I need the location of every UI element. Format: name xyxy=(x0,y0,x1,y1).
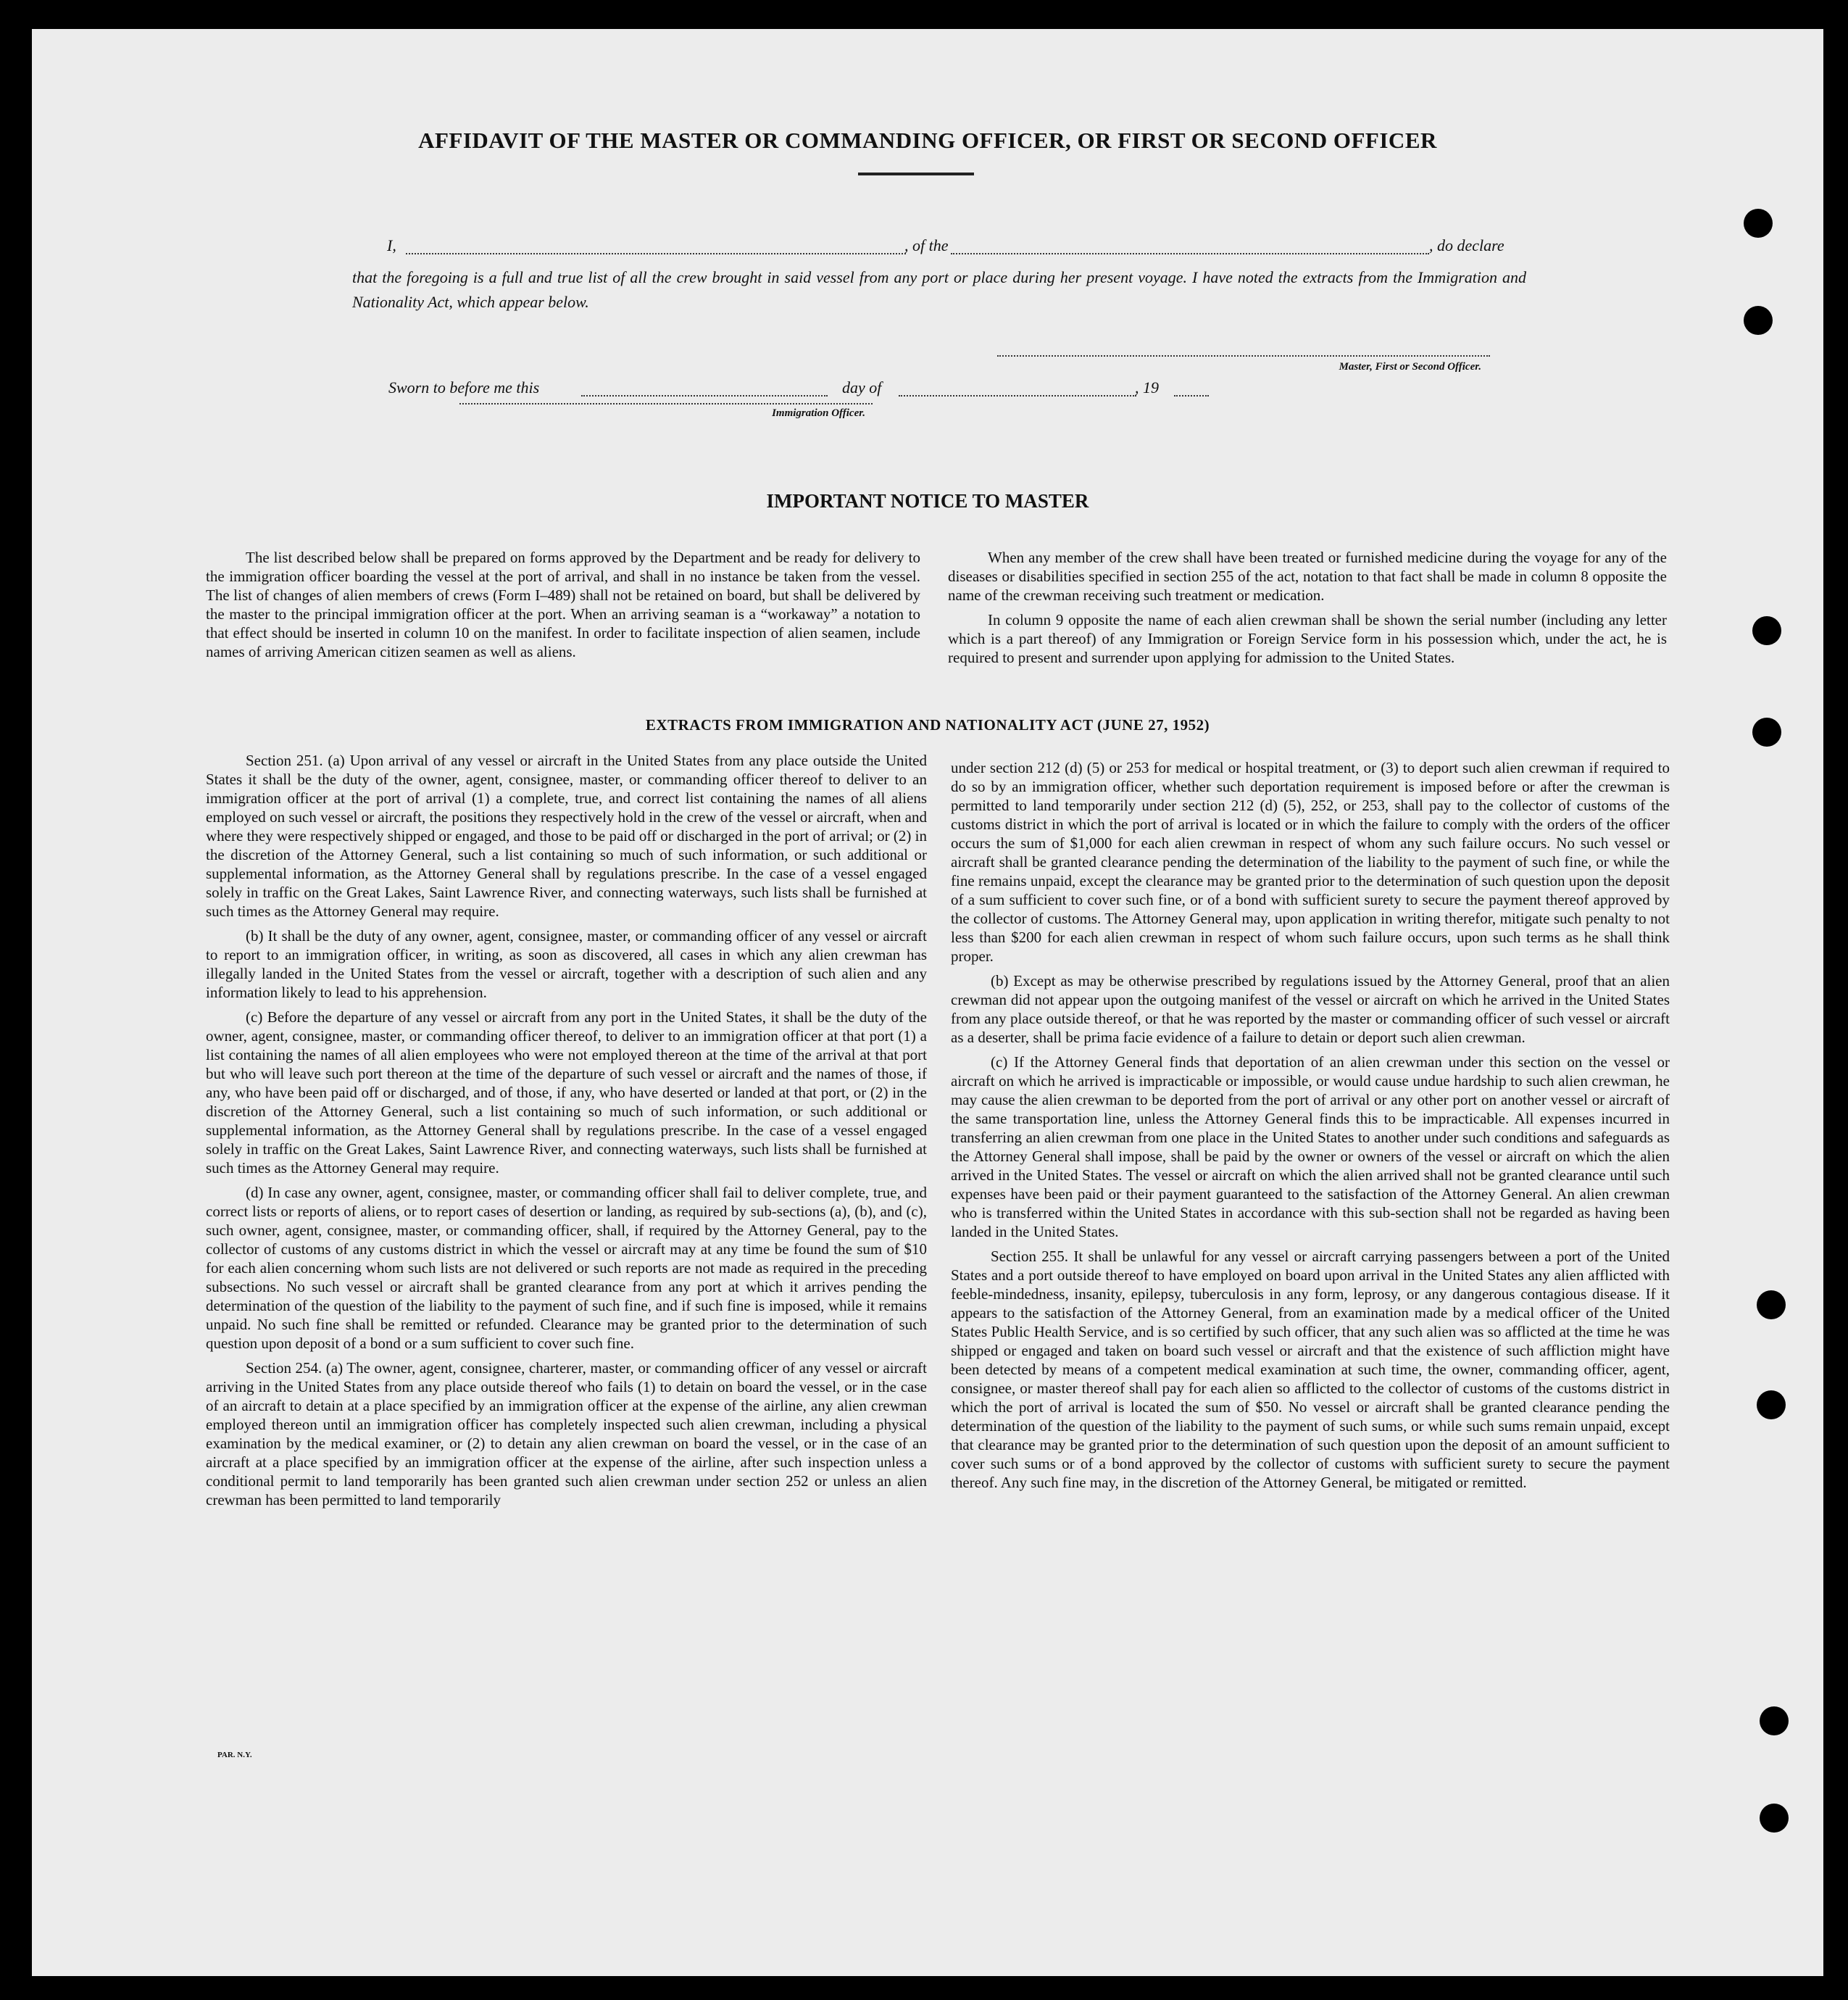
notice-left-paragraph: The list described below shall be prepared on forms approved by the Department and be ready for delivery to the immigration officer boarding the vessel at the port of arrival, and shall in no instance be taken from the vessel. The list of changes of alien members of crews (Form I–489) shall not be retained on board, but shall be delivered by the master to the principal immigration officer at the port. When an arriving seaman is a “workaway” a notation to that effect should be inserted in column 10 on the manifest. In order to facilitate inspection of alien seamen, include names of arriving American citizen seamen as well as aliens. xyxy=(206,549,920,660)
notice-right-paragraph-1: When any member of the crew shall have been treated or furnished medicine during the voyage for any of the diseases or disabilities specified in section 255 of the act, notation to that fact shall be made in column 8 opposite the name of the crewman receiving such treatment or medication. xyxy=(948,549,1667,604)
master-signature-label: Master, First or Second Officer. xyxy=(1339,361,1481,373)
binder-hole xyxy=(1752,718,1781,747)
sworn-year-blank xyxy=(1174,395,1209,397)
binder-hole xyxy=(1744,209,1773,238)
sworn-date-blank xyxy=(581,395,828,397)
section-251-d: (d) In case any owner, agent, consignee, master, or commanding officer shall fail to deliver complete, true, and correct lists or reports of aliens, or to report cases of desertion or landing, as required by sub-sections (a), (b), and (c), such owner, agent, consignee, master, or commanding officer, shall, if required by the Attorney General, pay to the collector of customs of any customs district in which the vessel or aircraft may at any time be found the sum of $10 for each alien concerning whom such lists are not delivered or such reports are not made as required in the preceding subsections. No such vessel or aircraft shall be granted clearance from any port at which it arrives pending the determination of the question of the liability to the payment of such fine, and if such fine is imposed, while it remains unpaid. No such fine shall be remitted or refunded. Clearance may be granted prior to the determination of such question upon deposit of a bond or a sum sufficient to cover such fine. xyxy=(206,1184,927,1352)
section-254-a-continued: under section 212 (d) (5) or 253 for medical or hospital treatment, or (3) to deport such alien crewman if required to do so by an immigration officer, whether such deportation requirement is imposed before or after the crewman is permitted to land temporarily under section 212 (d) (5), 252, or 253, shall pay to the collector of customs of the customs district in which the port of arrival is located or in which the failure to comply with the orders of the officer occurs the sum of $1,000 for each alien crewman in respect of whom any such failure occurs. No such vessel or aircraft shall be granted clearance pending the determination of the liability to the payment of such fine, or while the fine remains unpaid, except the clearance may be granted prior to the determination of such question upon the deposit of a sum sufficient to cover such fine, or of a bond with sufficient surety to secure the payment thereof approved by the collector of customs. The Attorney General may, upon application in writing therefor, mitigate such penalty to not less than $200 for each alien crewman in respect of whom such failure occurs, upon such terms as he shall think proper. xyxy=(951,759,1670,965)
master-signature-blank xyxy=(997,355,1490,357)
do-declare-label: , do declare xyxy=(1429,236,1504,254)
notice-left-column xyxy=(206,548,920,667)
binder-hole xyxy=(1757,1290,1786,1319)
officer-signature-label: Immigration Officer. xyxy=(772,407,865,419)
section-254-c: (c) If the Attorney General finds that deportation of an alien crewman under this section on the vessel or aircraft on which he arrived is impracticable or impossible, or would cause undue hardship to such alien crewman, he may cause the alien crewman to be deported from the port of arrival or any other port on another vessel or aircraft of the same transportation line, unless the Attorney General finds this to be impracticable. All expenses incurred in transferring an alien crewman from one place in the United States to another under such conditions and safeguards as the Attorney General shall impose, shall be paid by the owner or owners of the vessel or aircraft on which the alien arrived in the United States. The vessel or aircraft on which the alien arrived shall not be granted clearance until such expenses have been paid or their payment guaranteed to the satisfaction of the Attorney General. An alien crewman who is transferred within the United States in accordance with this sub-section shall not be regarded as having been landed in the United States. xyxy=(951,1053,1670,1240)
vessel-blank xyxy=(951,253,1429,254)
document-page xyxy=(32,29,1823,1976)
sworn-month-blank xyxy=(899,395,1136,397)
section-251-c: (c) Before the departure of any vessel or aircraft from any port in the United States, it shall be the duty of the owner, agent, consignee, master, or commanding officer thereof, to deliver to an immigration officer at that port (1) a list containing the names of all alien employees who were not employed thereon at the time of the arrival at that port but who will leave such port thereon at the time of the departure of such vessel or aircraft and the names of those, if any, who have been paid off or discharged, and of those, if any, who have deserted or landed at that port, or (2) in the discretion of the Attorney General, such a list containing so much of such information, or such additional or supplemental information, as the Attorney General shall by regulations prescribe. In the case of a vessel engaged solely in traffic on the Great Lakes, Saint Lawrence River, and connecting waterways, such lists shall be furnished at such times as the Attorney General may require. xyxy=(206,1008,927,1177)
affidavit-title: AFFIDAVIT OF THE MASTER OR COMMANDING OFFICER, OR FIRST OR SECOND OFFICER xyxy=(418,128,1437,153)
notice-title: IMPORTANT NOTICE TO MASTER xyxy=(766,490,1089,512)
day-of-label: day of xyxy=(842,378,882,397)
section-251-b: (b) It shall be the duty of any owner, agent, consignee, master, or commanding officer of any vessel or aircraft to report to an immigration officer, in writing, as soon as discovered, all cases in which any alien crewman has illegally landed in the United States from the vessel or aircraft, together with a description of such alien and any information likely to lead to his apprehension. xyxy=(206,927,927,1001)
name-blank xyxy=(406,253,906,254)
binder-hole xyxy=(1760,1804,1789,1833)
section-254-a: Section 254. (a) The owner, agent, consignee, charterer, master, or commanding officer of any vessel or aircraft arriving in the United States from any place outside thereof who fails (1) to detain on board the vessel, or in the case of an aircraft to detain at a place specified by an immigration officer at the expense of the airline, any alien crewman employed thereon until an immigration officer has completely inspected such alien crewman, including a physical examination by the medical examiner, or (2) to detain any alien crewman on board the vessel, or in the case of an aircraft at a place specified by an immigration officer at the expense of the airline, after such inspection unless a conditional permit to land temporarily has been granted such alien crewman under section 252 or unless an alien crewman has been permitted to land temporarily xyxy=(206,1359,927,1509)
officer-signature-blank xyxy=(459,403,873,404)
section-254-b: (b) Except as may be otherwise prescribed by regulations issued by the Attorney General, proof that an alien crewman did not appear upon the outgoing manifest of the vessel or aircraft on which he arrived in the United States from any place outside thereof, or that he was reported by the master or commanding officer of such vessel or aircraft as a deserter, shall be prima facie evidence of a failure to detain or deport such alien crewman. xyxy=(951,972,1670,1046)
binder-hole xyxy=(1744,306,1773,335)
extracts-left-column xyxy=(206,751,927,1515)
notice-right-column xyxy=(948,548,1667,673)
affidavit-i-label: I, xyxy=(387,236,396,254)
notice-right-paragraph-2: In column 9 opposite the name of each alien crewman shall be shown the serial number (including any letter which is a part thereof) of any Immigration or Foreign Service form in his possession which, under the act, he is required to present and surrender upon applying for admission to the United States. xyxy=(948,611,1667,666)
printer-mark: PAR. N.Y. xyxy=(217,1751,252,1759)
section-251-a: Section 251. (a) Upon arrival of any vessel or aircraft in the United States from any place outside the United States it shall be the duty of the owner, agent, consignee, master, or commanding officer thereof to deliver to an immigration officer at the port of arrival (1) a complete, true, and correct list containing the names of all aliens employed on such vessel or aircraft, the positions they respectively hold in the crew of the vessel or aircraft, when and where they were respectively shipped or engaged, and those to be paid off or discharged in the port of arrival; or (2) in the discretion of the Attorney General, such a list containing so much of such information, or such additional or supplemental information, as the Attorney General shall by regulations prescribe. In the case of a vessel engaged solely in traffic on the Great Lakes, Saint Lawrence River, and connecting waterways, such lists shall be furnished at such times as the Attorney General may require. xyxy=(206,752,927,920)
year-label: , 19 xyxy=(1135,378,1159,397)
binder-hole xyxy=(1752,616,1781,645)
section-255: Section 255. It shall be unlawful for any vessel or aircraft carrying passengers between a port of the United States and a port outside thereof to have employed on board upon arrival in the United States any alien afflicted with feeble-mindedness, insanity, epilepsy, tuberculosis in any form, leprosy, or any dangerous contagious disease. If it appears to the satisfaction of the Attorney General, from an examination made by a medical officer of the United States Public Health Service, and is so certified by such officer, that any such alien was so afflicted at the time he was shipped or engaged and taken on board such vessel or aircraft and that the existence of such affliction might have been detected by means of a competent medical examination at such time, the owner, commanding officer, agent, consignee, or master thereof shall pay for each alien so afflicted to the collector of customs of the customs district in which the port of arrival is located the sum of $50. No vessel or aircraft shall be granted clearance pending the determination of the question of the liability to the payment of such sums, or while such sums remain unpaid, except that clearance may be granted prior to the determination of such question upon the deposit of an amount sufficient to cover such sums or of a bond approved by the collector of customs with sufficient surety to secure the payment thereof. Any such fine may, in the discretion of the Attorney General, be mitigated or remitted. xyxy=(951,1248,1670,1491)
affidavit-statement: that the foregoing is a full and true list of all the crew brought in said vessel from any port or place during her present voyage. I have noted the extracts from the Immigration and Nationality Act, which appear below. xyxy=(352,268,1526,311)
sworn-label: Sworn to before me this xyxy=(388,378,540,397)
title-underline xyxy=(858,173,974,175)
binder-hole xyxy=(1757,1390,1786,1419)
of-the-label: , of the xyxy=(904,236,949,254)
binder-hole xyxy=(1760,1706,1789,1735)
extracts-right-column xyxy=(951,758,1670,1498)
extracts-title: EXTRACTS FROM IMMIGRATION AND NATIONALITY ACT (JUNE 27, 1952) xyxy=(645,716,1210,734)
